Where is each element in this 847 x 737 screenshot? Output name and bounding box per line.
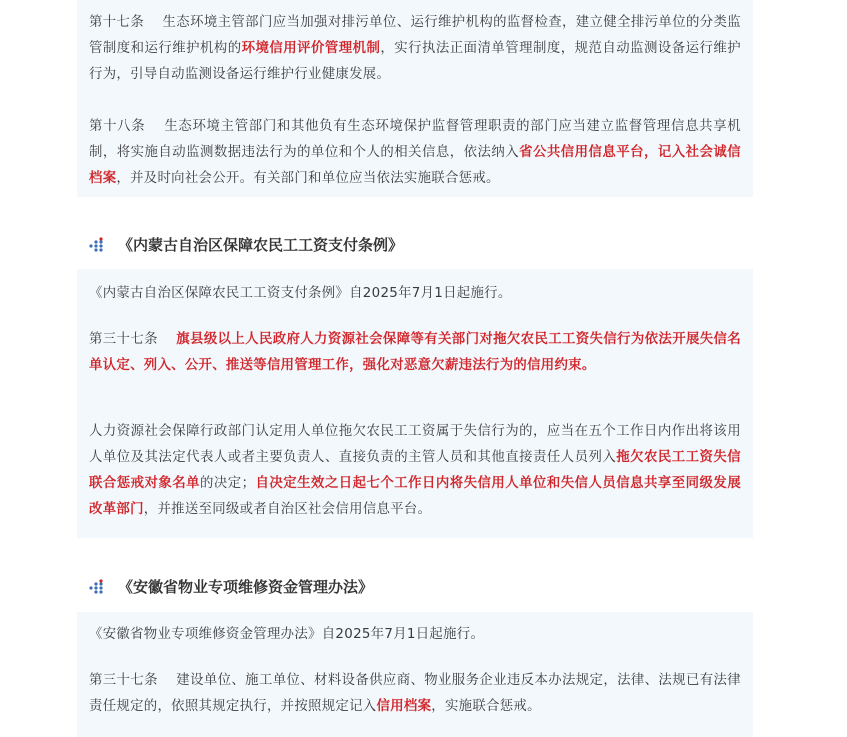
highlight-text: 旗县级以上人民政府人力资源社会保障等有关部门对拖欠农民工工资失信行为依法开展失信名单认定、列入、公开、推送等信用管理工作，强化对恶意欠薪违法行为的信用约束。 bbox=[89, 332, 741, 373]
dots-icon bbox=[88, 579, 104, 595]
section-title: 《内蒙古自治区保障农民工工资支付条例》 bbox=[118, 236, 404, 254]
dots-icon bbox=[88, 237, 104, 253]
highlight-text: 自决定生效之日起七个工作日内将失信用人单位和失信人员信息共享至同级发展改革部门 bbox=[89, 476, 742, 517]
article-panel-2 bbox=[77, 269, 753, 538]
article-panel-3 bbox=[77, 612, 753, 737]
article-37: 第三十七条 建设单位、施工单位、材料设备供应商、物业服务企业违反本办法规定，法律、法规已有法律责任规定的，依照其规定执行，并按照规定记入信用档案，实施联合惩戒。 bbox=[89, 673, 741, 714]
section-heading-anhui bbox=[88, 576, 373, 597]
article-panel-1 bbox=[77, 0, 753, 197]
highlight-text: 环境信用评价管理机制 bbox=[241, 41, 381, 56]
article-18: 第十八条 生态环境主管部门和其他负有生态环境保护监督管理职责的部门应当建立监督管理信息共享机制，将实施自动监测数据违法行为的单位和个人的相关信息，依法纳入省公共信用信息平台，记入社会诚信档案，并及时向社会公开。有关部门和单位应当依法实施联合惩戒。 bbox=[89, 119, 741, 186]
section-title: 《安徽省物业专项维修资金管理办法》 bbox=[118, 578, 374, 596]
highlight-text: 省公共信用信息平台，记入社会诚信档案 bbox=[89, 145, 741, 186]
highlight-text: 拖欠农民工工资失信联合惩戒对象名单 bbox=[89, 450, 741, 491]
article-37: 第三十七条 旗县级以上人民政府人力资源社会保障等有关部门对拖欠农民工工资失信行为依法开展失信名单认定、列入、公开、推送等信用管理工作，强化对恶意欠薪违法行为的信用约束。 bbox=[89, 332, 741, 373]
article-37-detail: 人力资源社会保障行政部门认定用人单位拖欠农民工工资属于失信行为的，应当在五个工作日内作出将该用人单位及其法定代表人或者主要负责人、直接负责的主管人员和其他直接责任人员列入拖欠农民工工资失信联合惩戒对象名单的决定；自决定生效之日起七个工作日内将失信用人单位和失信人员信息共享至同级发展改革部门，并推送至同级或者自治区社会信用信息平台。 bbox=[89, 424, 742, 517]
law-intro: 《安徽省物业专项维修资金管理办法》自2025年7月1日起施行。 bbox=[89, 627, 485, 642]
highlight-text: 信用档案 bbox=[376, 699, 432, 714]
law-intro: 《内蒙古自治区保障农民工工资支付条例》自2025年7月1日起施行。 bbox=[89, 286, 512, 301]
article-17: 第十七条 生态环境主管部门应当加强对排污单位、运行维护机构的监督检查，建立健全排污单位的分类监管制度和运行维护机构的环境信用评价管理机制，实行执法正面清单管理制度，规范自动监测设备运行维护行为，引导自动监测设备运行维护行业健康发展。 bbox=[89, 15, 741, 82]
section-heading-inner-mongolia bbox=[88, 234, 403, 255]
